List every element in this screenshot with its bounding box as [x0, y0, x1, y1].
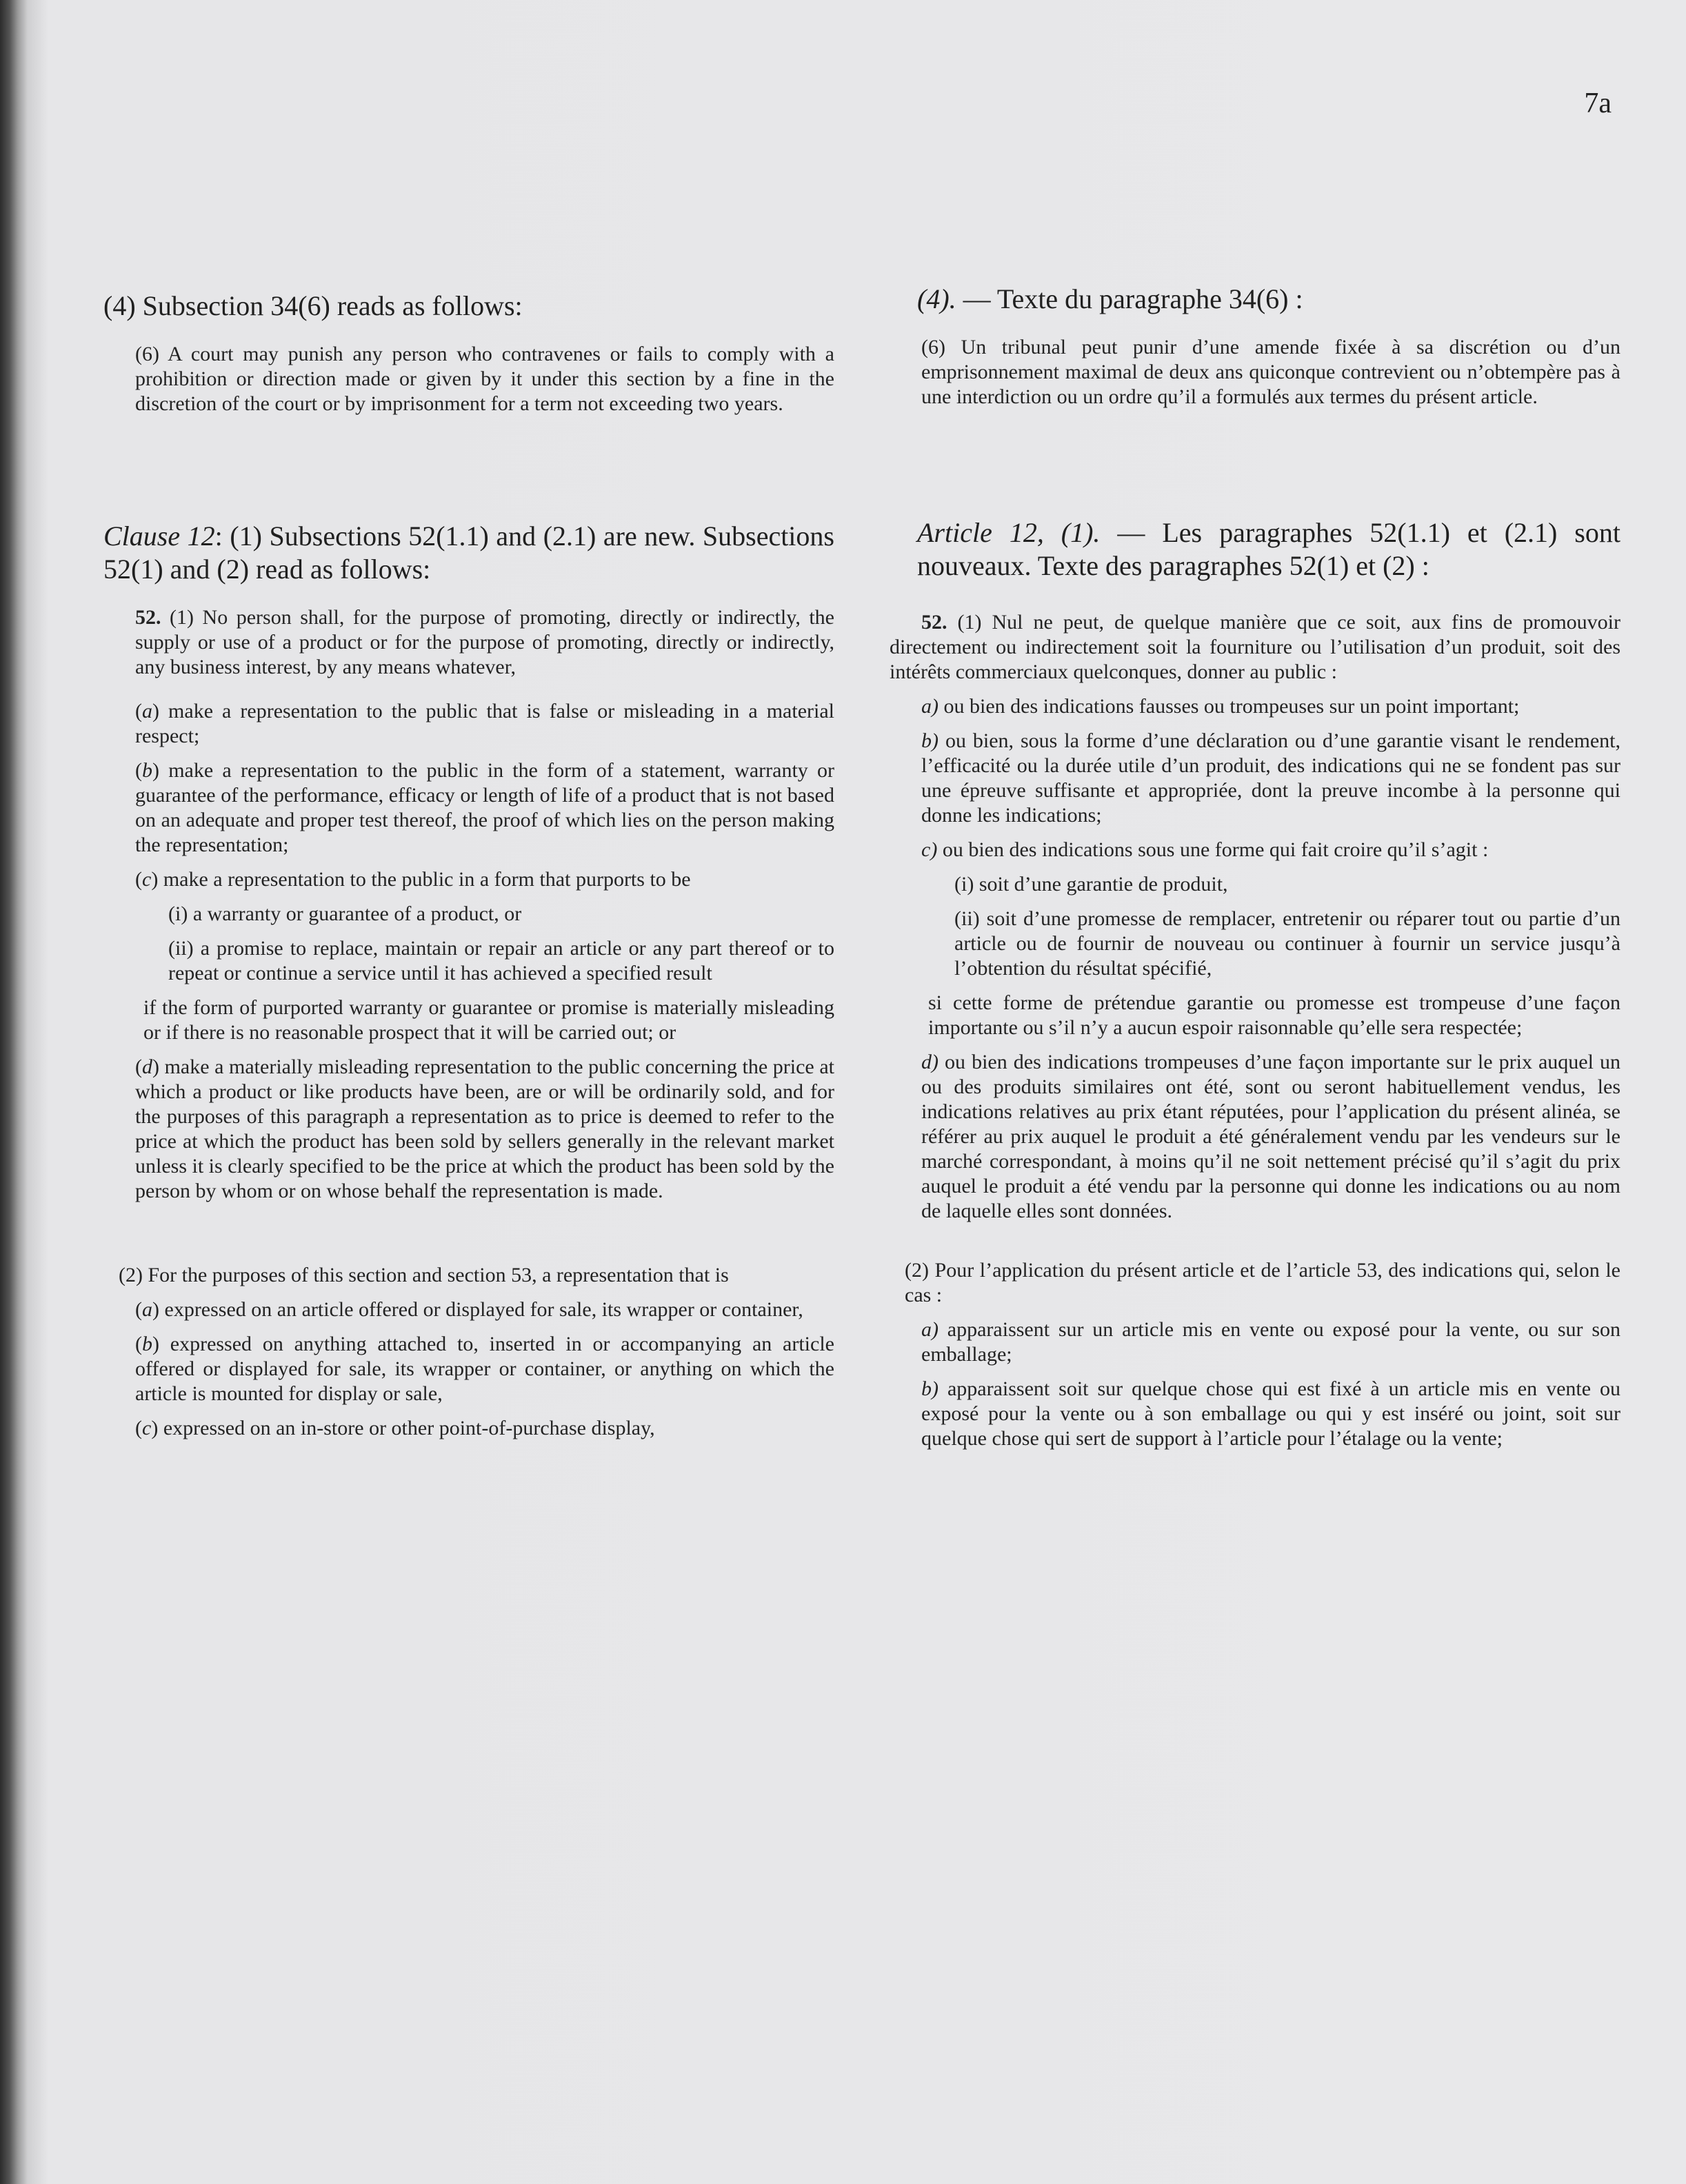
- para-label: b: [142, 1333, 152, 1355]
- s52-2-para-c: (c) expressed on an in-store or other point-of-purchase display,: [135, 1417, 655, 1439]
- clause-12-label: Clause 12: [103, 520, 215, 552]
- s52-para-a-fr: [890, 694, 1620, 719]
- para-text: ou bien des indications trompeuses d’une façon importante sur le prix auquel un ou des produits similaires ont été, sont ou seront habituellement vendus, les indications relatives au prix étant réputées, pour l’application du présent alinéa, se référer au prix auquel le produit a été généralement vendu par les vendeurs sur le marché correspondant, à moins qu’il ne soit nettement précisé qu’il s’agit du prix auquel le produit a été vendu par la personne qui donne les indications ou au nom de laquelle elles sont données.: [921, 1051, 1621, 1222]
- note-4-heading-fr: [890, 283, 1620, 316]
- note-4-heading: (4) Subsection 34(6) reads as follows:: [103, 290, 523, 321]
- para-text: make a representation to the public in a form that purports to be: [163, 868, 691, 891]
- para-label: d: [142, 1055, 152, 1078]
- para-label: a: [142, 1298, 152, 1321]
- para-text: make a representation to the public in the form of a statement, warranty or guarantee of the performance, efficacy or length of life of a product that is not based on an adequate and proper test thereof, the proof of which lies on the person making the representation;: [135, 759, 834, 856]
- s52-para-c-tail-fr: si cette forme de prétendue garantie ou promesse est trompeuse d’une façon importante ou s’il n’y a aucun espoir raisonnable qu’elle sera respectée;: [928, 991, 1620, 1039]
- para-text: expressed on an article offered or displayed for sale, its wrapper or container,: [164, 1298, 803, 1321]
- note-4-heading-fr-text: — Texte du paragraphe 34(6) :: [956, 283, 1303, 314]
- s52-para-a: (a) make a representation to the public that is false or misleading in a material respect;: [135, 700, 834, 747]
- para-text: ou bien des indications sous une forme qui fait croire qu’il s’agit :: [942, 838, 1489, 861]
- s52-2-para-a: (a) expressed on an article offered or displayed for sale, its wrapper or container,: [135, 1298, 803, 1321]
- para-label: a): [921, 1318, 939, 1341]
- para-label: a: [142, 700, 152, 722]
- article-12-label: Article 12, (1).: [917, 517, 1101, 548]
- s52-2-intro-fr: (2) Pour l’application du présent article et de l’article 53, des indications qui, selon le cas :: [905, 1259, 1620, 1306]
- para-text: ou bien, sous la forme d’une déclaration ou d’une garantie visant le rendement, l’efficacité ou la durée utile d’un produit, des indications qui ne se fondent pas sur une épreuve suffisante et appropriée, dont la preuve incombe à la personne qui donne les indications;: [921, 729, 1620, 827]
- para-label: c: [142, 1417, 152, 1439]
- para-text: make a representation to the public that is false or misleading in a material respect;: [135, 700, 834, 747]
- s52-2-para-a-fr: [890, 1317, 1620, 1367]
- s52-2-intro: (2) For the purposes of this section and section 53, a representation that is: [119, 1264, 729, 1286]
- para-text: apparaissent sur un article mis en vente ou exposé pour la vente, ou sur son emballage;: [921, 1318, 1621, 1366]
- s52-para-d-fr: [890, 1050, 1620, 1224]
- article-12-heading: [890, 516, 1620, 583]
- note-4-label-fr: (4).: [917, 283, 956, 314]
- para-text: apparaissent soit sur quelque chose qui est fixé à un article mis en vente ou exposé pour la vente ou à son emballage ou qui y est inséré ou joint, soit sur quelque chose qui sert de support à l’article pour l’étalage ou la vente;: [921, 1377, 1620, 1450]
- s52-para-b: (b) make a representation to the public in the form of a statement, warranty or guarantee of the performance, efficacy or length of life of a product that is not based on an adequate and proper test thereof, the proof of which lies on the person making the representation;: [135, 759, 834, 856]
- s52-subpara-c-ii-fr: (ii) soit d’une promesse de remplacer, entretenir ou réparer tout ou partie d’un article ou de fournir de nouveau ou continuer à fournir un service jusqu’à l’obtention du résultat spécifié,: [954, 907, 1620, 980]
- para-label: c: [142, 868, 152, 891]
- s52-2-para-b-fr: [890, 1377, 1620, 1451]
- s52-intro-text: (1) No person shall, for the purpose of promoting, directly or indirectly, the supply or use of a product or for the purpose of promoting, directly or indirectly, any business interest, by any means whatever,: [135, 606, 834, 678]
- para-text: expressed on anything attached to, inserted in or accompanying an article offered or displayed for sale, its wrapper or container, or anything on which the article is mounted for display or sale,: [135, 1333, 834, 1405]
- para-text: expressed on an in-store or other point-of-purchase display,: [163, 1417, 655, 1439]
- s52-para-c-tail: if the form of purported warranty or guarantee or promise is materially misleading or if there is no reasonable prospect that it will be carried out; or: [143, 996, 834, 1044]
- s52-para-c-fr: [890, 838, 1620, 862]
- s52-2-para-b: (b) expressed on anything attached to, inserted in or accompanying an article offered or displayed for sale, its wrapper or container, or anything on which the article is mounted for display or sale,: [135, 1333, 834, 1405]
- english-column: [103, 290, 834, 1441]
- para-label: a): [921, 695, 939, 718]
- para-label: c): [921, 838, 938, 861]
- clause-12-heading-text: : (1) Subsections 52(1.1) and (2.1) are new. Subsections 52(1) and (2) read as follows:: [103, 520, 834, 585]
- s52-subpara-c-ii: (ii) a promise to replace, maintain or repair an article or any part thereof or to repeat or continue a service until it has achieved a specified result: [168, 937, 834, 984]
- clause-12-heading: [103, 520, 834, 586]
- s52-subpara-c-i: (i) a warranty or guarantee of a product, or: [168, 902, 522, 925]
- para-label: d): [921, 1051, 939, 1073]
- s52-intro-fr: [890, 610, 1620, 685]
- s52-para-c: (c) make a representation to the public in a form that purports to be: [135, 868, 691, 891]
- para-label: b): [921, 1377, 939, 1400]
- s52-subpara-c-i-fr: (i) soit d’une garantie de produit,: [954, 873, 1228, 896]
- para-text: make a materially misleading representation to the public concerning the price at which a product or like products have been, are or will be ordinarily sold, and for the purposes of this paragraph a representation as to price is deemed to refer to the price at which the product has been sold by sellers generally in the relevant market unless it is clearly specified to be the price at which the product has been sold by the person by whom or on whose behalf the representation is made.: [135, 1055, 834, 1202]
- s52-intro: [103, 605, 834, 680]
- article-12-heading-text: — Les paragraphes 52(1.1) et (2.1) sont nouveaux. Texte des paragraphes 52(1) et (2) :: [917, 517, 1620, 581]
- s52-para-b-fr: [890, 729, 1620, 828]
- s52-intro-fr-text: (1) Nul ne peut, de quelque manière que ce soit, aux fins de promouvoir directement ou indirectement soit la fourniture ou l’utilisation d’un produit, soit des intérêts commerciaux quelconques, donner au public :: [890, 611, 1621, 683]
- para-text: ou bien des indications fausses ou trompeuses sur un point important;: [943, 695, 1520, 718]
- note-4-text-fr: (6) Un tribunal peut punir d’une amende fixée à sa discrétion ou d’un emprisonnement maximal de deux ans quiconque contrevient ou n’obtempère pas à une interdiction ou un ordre qu’il a formulés aux termes du présent article.: [921, 336, 1620, 408]
- french-column: [890, 283, 1620, 1451]
- note-4-text: (6) A court may punish any person who contravenes or fails to comply with a prohibition or direction made or given by it under this section by a fine in the discretion of the court or by imprisonment for a term not exceeding two years.: [135, 343, 834, 415]
- para-label: b: [142, 759, 152, 782]
- para-label: b): [921, 729, 939, 752]
- page-number: 7a: [1584, 88, 1612, 119]
- section-number: 52.: [135, 606, 161, 629]
- section-number-fr: 52.: [921, 611, 947, 634]
- s52-para-d: (d) make a materially misleading representation to the public concerning the price at which a product or like products have been, are or will be ordinarily sold, and for the purposes of this paragraph a representation as to price is deemed to refer to the price at which the product has been sold by sellers generally in the relevant market unless it is clearly specified to be the price at which the product has been sold by the person by whom or on whose behalf the representation is made.: [135, 1055, 834, 1202]
